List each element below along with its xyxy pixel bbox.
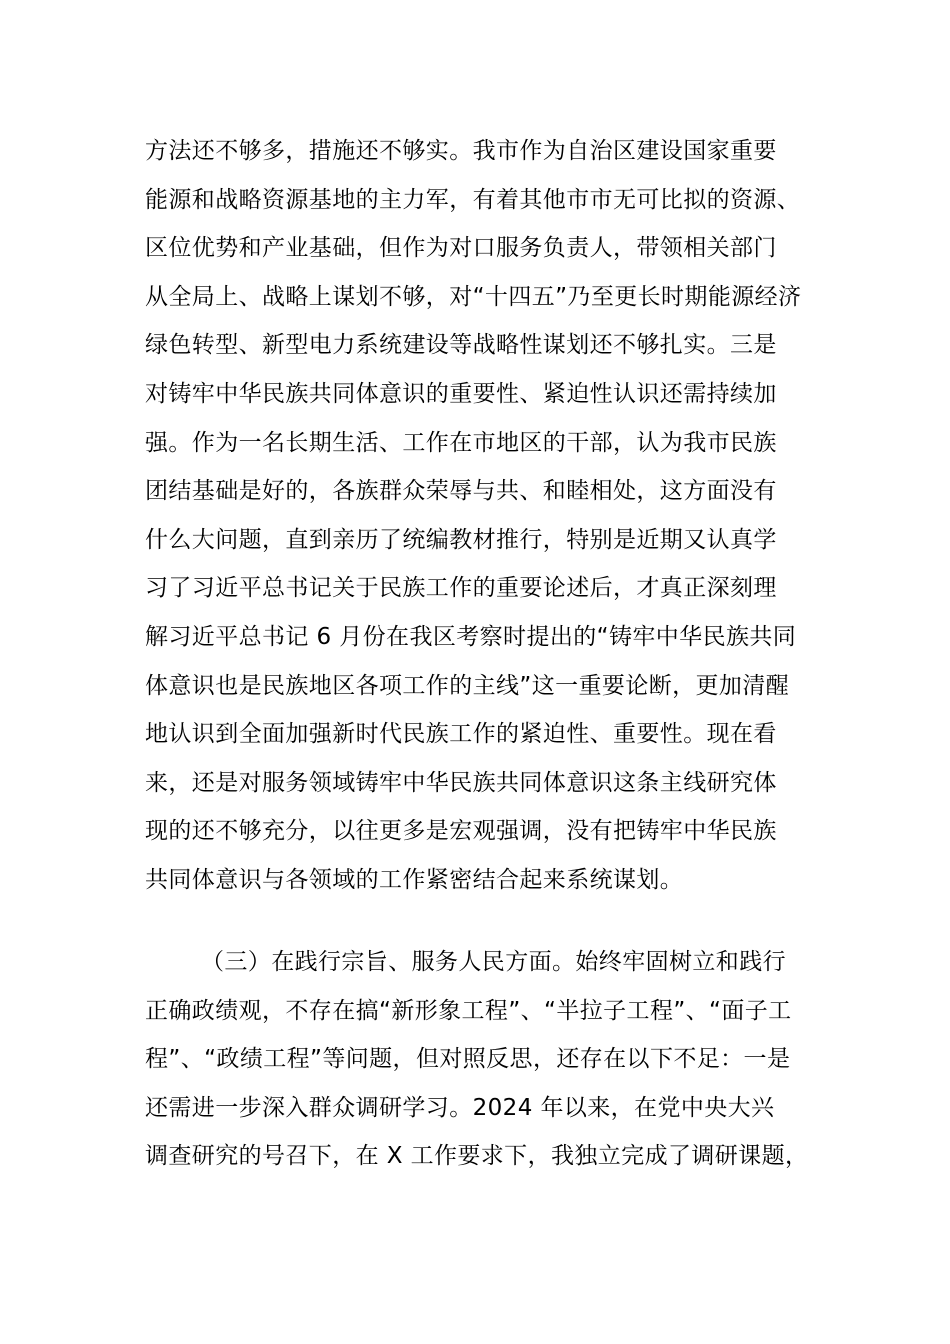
text-line: 正确政绩观，不存在搞“新形象工程”、“半拉子工程”、“面子工 [145, 997, 792, 1024]
text-line: 来，还是对服务领域铸牢中华民族共同体意识这条主线研究体 [145, 769, 777, 796]
text-line: 地认识到全面加强新时代民族工作的紧迫性、重要性。现在看 [145, 721, 777, 748]
text-line: 程”、“政绩工程”等问题，但对照反思，还存在以下不足：一是 [145, 1046, 791, 1073]
text-line: 解习近平总书记 6 月份在我区考察时提出的“铸牢中华民族共同 [145, 623, 797, 650]
text-line: 还需进一步深入群众调研学习。2024 年以来，在党中央大兴 [145, 1094, 775, 1121]
text-line: 现的还不够充分，以往更多是宏观强调，没有把铸牢中华民族 [145, 818, 777, 845]
text-line: 什么大问题，直到亲历了统编教材推行，特别是近期又认真学 [145, 526, 777, 553]
text-line: 共同体意识与各领域的工作紧密结合起来系统谋划。 [145, 866, 684, 893]
text-line: 区位优势和产业基础，但作为对口服务负责人，带领相关部门 [145, 235, 777, 262]
text-line: 方法还不够多，措施还不够实。我市作为自治区建设国家重要 [145, 138, 777, 164]
text-line: 能源和战略资源基地的主力军，有着其他市市无可比拟的资源、 [145, 186, 801, 213]
text-line: 从全局上、战略上谋划不够，对“十四五”乃至更长时期能源经济 [145, 283, 802, 310]
body-paragraph-1 [145, 127, 815, 905]
text-line: 调查研究的号召下，在 X 工作要求下，我独立完成了调研课题， [145, 1143, 809, 1170]
text-line: 绿色转型、新型电力系统建设等战略性谋划还不够扎实。三是 [145, 332, 777, 359]
body-paragraph-2 [145, 938, 815, 1181]
text-line-heading: （三）在践行宗旨、服务人民方面。始终牢固树立和践行 [201, 949, 786, 975]
text-line: 体意识也是民族地区各项工作的主线”这一重要论断，更加清醒 [145, 672, 790, 699]
text-line: 习了习近平总书记关于民族工作的重要论述后，才真正深刻理 [145, 575, 777, 602]
text-line: 对铸牢中华民族共同体意识的重要性、紧迫性认识还需持续加 [145, 380, 777, 407]
text-line: 强。作为一名长期生活、工作在市地区的干部，认为我市民族 [145, 429, 777, 456]
text-line: 团结基础是好的，各族群众荣辱与共、和睦相处，这方面没有 [145, 478, 777, 505]
